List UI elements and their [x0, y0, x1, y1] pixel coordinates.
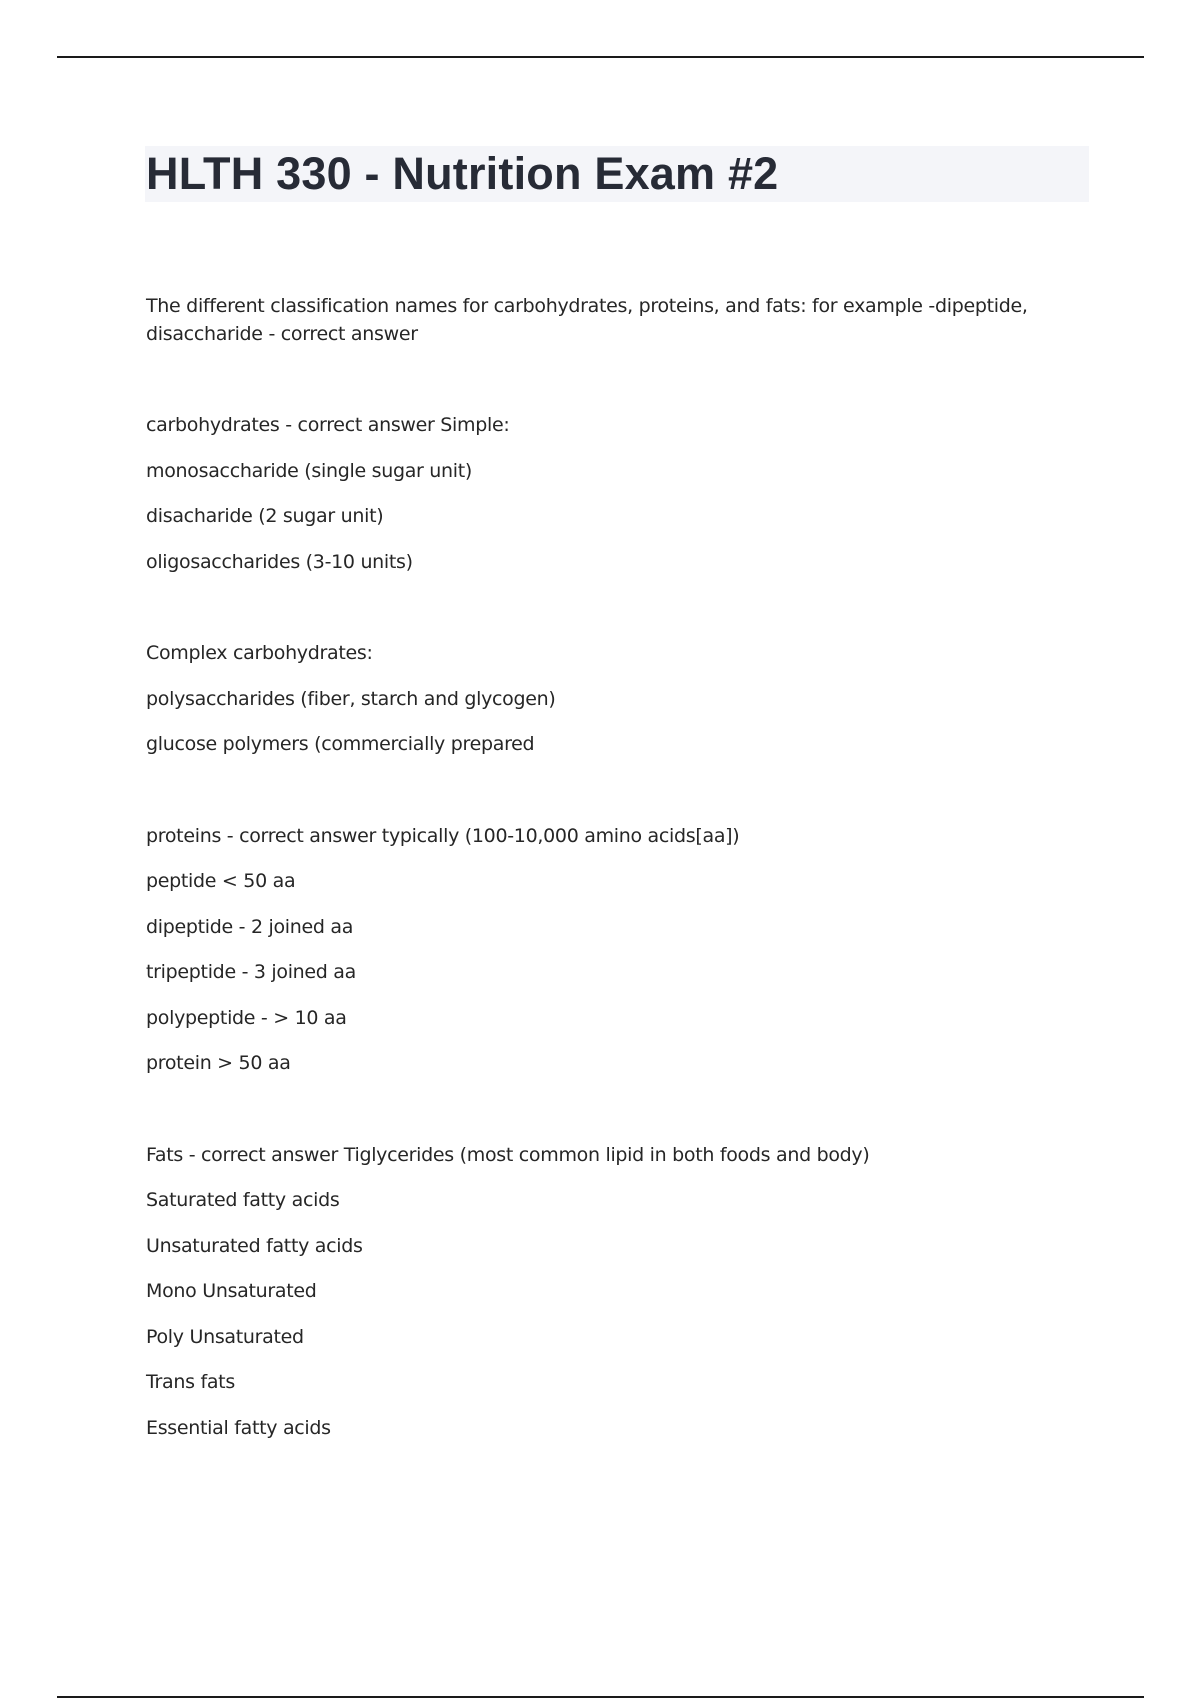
proteins-line: peptide < 50 aa	[146, 870, 296, 892]
carbs-complex-line: polysaccharides (fiber, starch and glycogen)	[146, 687, 556, 710]
header-rule	[57, 56, 1144, 58]
fats-section	[146, 1141, 1046, 1460]
carbs-simple-line: oligosaccharides (3-10 units)	[146, 550, 413, 573]
proteins-line: dipeptide - 2 joined aa	[146, 915, 354, 938]
fats-line: Fats - correct answer Tiglycerides (most common lipid in both foods and body)	[146, 1143, 870, 1166]
proteins-line: tripeptide - 3 joined aa	[146, 961, 356, 983]
proteins-line: proteins - correct answer typically (100-10,000 amino acids[aa])	[146, 824, 740, 847]
document-body	[146, 292, 1046, 1459]
fats-line: Unsaturated fatty acids	[146, 1234, 363, 1257]
carbs-complex-section	[146, 639, 1046, 776]
proteins-line: protein > 50 aa	[146, 1052, 291, 1074]
page-title: HLTH 330 - Nutrition Exam #2	[146, 148, 779, 199]
carbs-simple-line: disacharide (2 sugar unit)	[146, 505, 384, 527]
proteins-section	[146, 822, 1046, 1095]
carbs-simple-section	[146, 411, 1046, 593]
carbs-simple-line: monosaccharide (single sugar unit)	[146, 459, 473, 482]
fats-line: Essential fatty acids	[146, 1416, 331, 1439]
intro-question: The different classification names for carbohydrates, proteins, and fats: for example -dipeptide, disaccharide - correct answer	[146, 295, 1028, 345]
carbs-complex-line: Complex carbohydrates:	[146, 642, 373, 664]
fats-line: Mono Unsaturated	[146, 1280, 317, 1302]
carbs-simple-line: carbohydrates - correct answer Simple:	[146, 414, 510, 436]
fats-line: Poly Unsaturated	[146, 1325, 304, 1348]
footer-rule	[57, 1696, 1144, 1698]
fats-line: Trans fats	[146, 1371, 235, 1393]
carbs-complex-line: glucose polymers (commercially prepared	[146, 733, 535, 755]
fats-line: Saturated fatty acids	[146, 1189, 340, 1211]
proteins-line: polypeptide - > 10 aa	[146, 1006, 347, 1029]
